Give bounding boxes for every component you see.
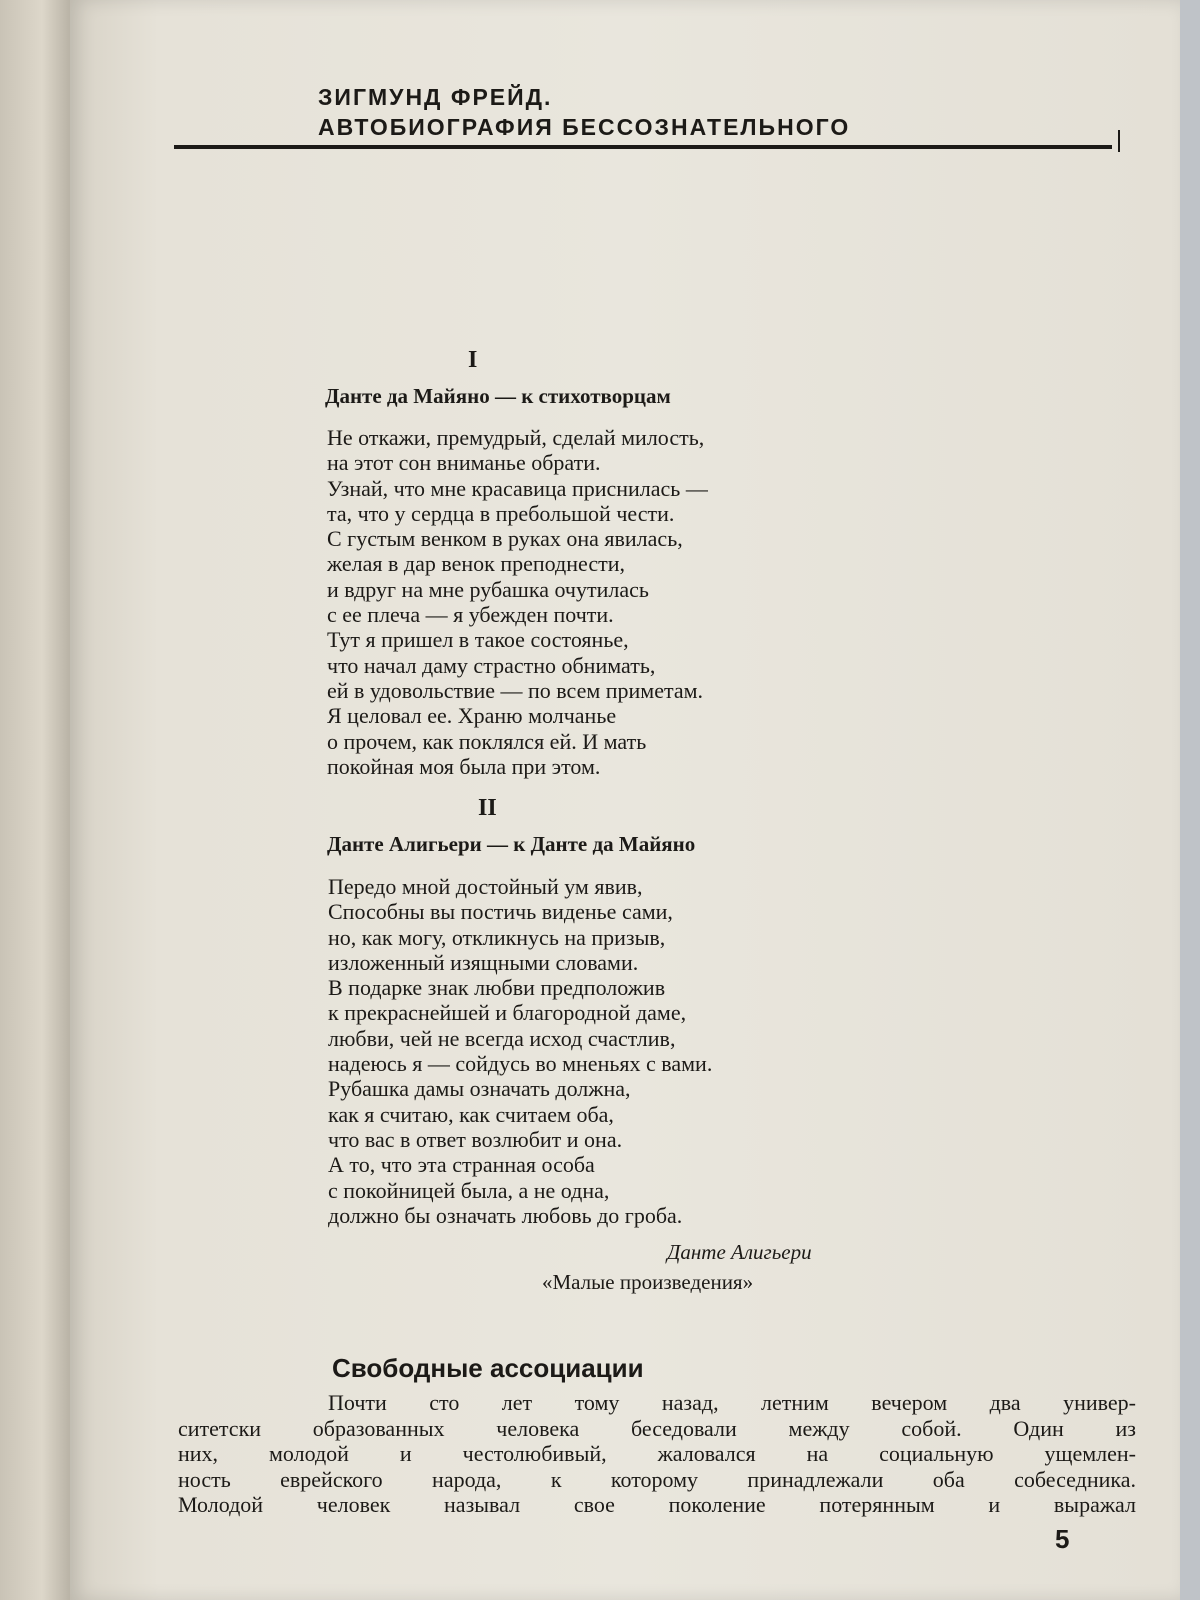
verse-line: о прочем, как поклялся ей. И мать <box>327 728 647 754</box>
section-body-text <box>178 1390 1136 1518</box>
verse-line: С густым венком в руках она явилась, <box>327 526 683 552</box>
body-line: них, молодой и честолюбивый, жаловался на социальную ущемлен- <box>178 1441 1136 1466</box>
body-line: ситетски образованных человека беседовали между собой. Один из <box>178 1415 1136 1441</box>
verse-line: должно бы означать любовь до гроба. <box>328 1202 683 1228</box>
verse-line: как я считаю, как считаем оба, <box>328 1101 614 1127</box>
verse-line: что начал даму страстно обнимать, <box>327 652 656 678</box>
verse-line: что вас в ответ возлюбит и она. <box>328 1126 623 1152</box>
verse-line: А то, что эта странная особа <box>328 1152 595 1178</box>
poem-2-numeral: II <box>478 795 497 821</box>
verse-line: Тут я пришел в такое состоянье, <box>327 627 629 653</box>
verse-line: Узнай, что мне красавица приснилась — <box>327 475 708 501</box>
verse-line: любви, чей не всегда исход счастлив, <box>328 1025 676 1051</box>
page-number: 5 <box>1055 1524 1070 1554</box>
verse-line: с ее плеча — я убежден почти. <box>327 602 614 628</box>
body-line: Почти сто лет тому назад, летним вечером два универ- <box>328 1390 1136 1415</box>
book-page <box>70 0 1180 1600</box>
running-head-author: ЗИГМУНД ФРЕЙД. <box>318 84 553 110</box>
verse-line: и вдруг на мне рубашка очутилась <box>327 576 649 602</box>
verse-line: желая в дар венок преподнести, <box>327 551 625 577</box>
header-rule <box>174 145 1112 149</box>
verse-line: Я целовал ее. Храню молчанье <box>327 703 617 729</box>
verse-line: В подарке знак любви предположив <box>328 975 666 1001</box>
verse-line: Способны вы постичь виденье сами, <box>328 899 673 925</box>
verse-line: на этот сон вниманье обрати. <box>327 450 601 476</box>
body-line: Молодой человек называл свое поколение потерянным и выражал <box>178 1492 1136 1517</box>
header-rule-tick <box>1118 130 1120 152</box>
poem-2-verse <box>328 874 712 1228</box>
running-head-title: АВТОБИОГРАФИЯ БЕССОЗНАТЕЛЬНОГО <box>318 114 851 140</box>
verse-line: к прекраснейшей и благородной даме, <box>328 1000 687 1026</box>
running-head <box>318 82 850 142</box>
facing-page-edge <box>0 0 70 1600</box>
verse-line: та, что у сердца в пребольшой чести. <box>327 500 675 526</box>
verse-line: Не откажи, премудрый, сделай милость, <box>327 425 705 450</box>
poem-1-numeral: I <box>468 347 478 373</box>
verse-line: Рубашка дамы означать должна, <box>328 1076 631 1102</box>
poem-1-title: Данте да Майяно — к стихотворцам <box>325 384 671 408</box>
background-surface <box>1180 0 1200 1600</box>
poem-2-source: «Малые произведения» <box>542 1270 754 1294</box>
body-line: ность еврейского народа, к которому принадлежали оба собеседника. <box>178 1466 1136 1492</box>
section-heading: Свободные ассоциации <box>332 1353 644 1383</box>
poem-1-verse <box>327 425 708 779</box>
verse-line: ей в удовольствие — по всем приметам. <box>327 677 704 703</box>
verse-line: изложенный изящными словами. <box>328 949 639 975</box>
verse-line: с покойницей была, а не одна, <box>328 1177 610 1203</box>
verse-line: Передо мной достойный ум явив, <box>328 874 643 899</box>
poem-2-title: Данте Алигьери — к Данте да Майяно <box>327 832 696 856</box>
verse-line: покойная моя была при этом. <box>327 753 601 779</box>
poem-2-author: Данте Алигьери <box>667 1240 812 1264</box>
verse-line: надеюсь я — сойдусь во мненьях с вами. <box>328 1051 713 1077</box>
verse-line: но, как могу, откликнусь на призыв, <box>328 924 666 950</box>
